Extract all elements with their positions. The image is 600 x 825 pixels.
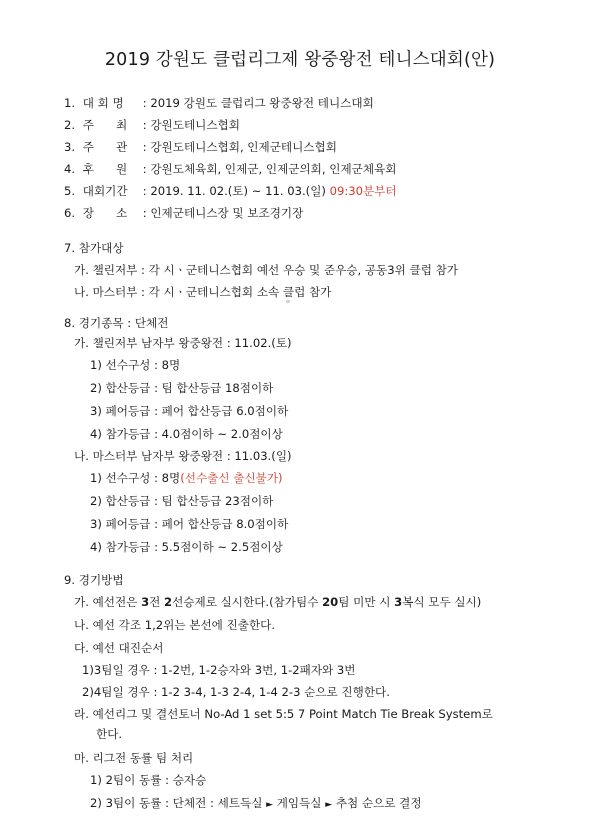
section8-group-title: 나. 마스터부 남자부 왕중왕전 : 11.03.(일) bbox=[74, 449, 292, 463]
section7-heading: 7. 참가대상 bbox=[64, 241, 124, 255]
text-part: 전 bbox=[149, 595, 165, 609]
section8-group-title: 가. 챌린저부 남자부 왕중왕전 : 11.02.(토) bbox=[74, 336, 292, 350]
section7-item: 가. 챌린저부 : 각 시ㆍ군테니스협회 예선 우승 및 준우승, 공동3위 클럽 참가 bbox=[74, 263, 458, 277]
section8-heading: 8. 경기종목 : 단체전 bbox=[64, 316, 169, 330]
bold-part: 20 bbox=[322, 595, 339, 609]
info-num: 3. bbox=[64, 140, 76, 154]
info-value: 2019 강원도 클럽리그 왕중왕전 테니스대회 bbox=[150, 96, 374, 110]
info-label: 주 관 bbox=[82, 140, 128, 154]
section8-item: 2) 합산등급 : 팀 합산등급 18점이하 bbox=[90, 381, 274, 395]
info-value: 강원도테니스협회 bbox=[150, 118, 240, 132]
section9-da-item: 1)3팀일 경우 : 1-2번, 1-2승자와 3번, 1-2패자와 3번 bbox=[82, 663, 356, 677]
section8-item: 4) 참가등급 : 5.5점이하 ~ 2.5점이상 bbox=[90, 540, 283, 554]
info-row-organizer: 3. 주 관 : 강원도테니스협회, 인제군테니스협회 bbox=[64, 140, 337, 154]
section9-ma-item: 1) 2팀이 동률 : 승자승 bbox=[90, 773, 207, 787]
info-row-name: 1. 대 회 명 : 2019 강원도 클럽리그 왕중왕전 테니스대회 bbox=[64, 96, 374, 110]
info-num: 6. bbox=[64, 206, 76, 220]
section8-item bbox=[90, 470, 283, 486]
text-part: 가. 예선전은 bbox=[74, 595, 142, 609]
section9-heading: 9. 경기방법 bbox=[64, 573, 124, 587]
info-row-venue: 6. 장 소 : 인제군테니스장 및 보조경기장 bbox=[64, 206, 304, 220]
info-value: 강원도테니스협회, 인제군테니스협회 bbox=[150, 140, 337, 154]
section9-ma-item bbox=[90, 795, 422, 813]
info-value: 2019. 11. 02.(토) ~ 11. 03.(일) bbox=[150, 184, 330, 198]
info-label: 후 원 bbox=[82, 162, 128, 176]
info-row-host: 2. 주 최 : 강원도테니스협회 bbox=[64, 118, 240, 132]
info-label: 대회기간 bbox=[82, 184, 128, 198]
text-part: 복식 모두 실시) bbox=[402, 595, 482, 609]
text-part: 선승제로 실시한다.(참가팀수 bbox=[172, 595, 323, 609]
info-row-sponsor: 4. 후 원 : 강원도체육회, 인제군, 인제군의회, 인제군체육회 bbox=[64, 162, 397, 176]
section9-ga bbox=[74, 594, 481, 610]
section8-item: 4) 참가등급 : 4.0점이하 ~ 2.0점이상 bbox=[90, 427, 283, 441]
bold-part: 3 bbox=[394, 595, 403, 609]
section9-ma: 마. 리그전 동률 팀 처리 bbox=[74, 751, 194, 765]
info-num: 5. bbox=[64, 184, 76, 198]
bold-part: 3 bbox=[141, 595, 150, 609]
info-row-period: 5. 대회기간 : 2019. 11. 02.(토) ~ 11. 03.(일) 09:30분부터 bbox=[64, 184, 397, 198]
info-label: 주 최 bbox=[82, 118, 128, 132]
arrow-right-icon: ► bbox=[325, 800, 333, 810]
bold-part: 2 bbox=[164, 595, 173, 609]
info-num: 4. bbox=[64, 162, 76, 176]
info-label: 장 소 bbox=[82, 206, 128, 220]
item-text: 1) 선수구성 : 8명 bbox=[90, 471, 181, 485]
section8-item: 3) 페어등급 : 페어 합산등급 8.0점이하 bbox=[90, 517, 289, 531]
section9-na: 나. 예선 각조 1,2위는 본선에 진출한다. bbox=[74, 618, 276, 632]
document-title: 2019 강원도 클럽리그제 왕중왕전 테니스대회(안) bbox=[104, 50, 496, 70]
section9-da: 다. 예선 대진순서 bbox=[74, 641, 164, 655]
scan-speck bbox=[286, 300, 290, 303]
section7-item: 나. 마스터부 : 각 시ㆍ군테니스협회 소속 클럽 참가 bbox=[74, 285, 332, 299]
arrow-right-icon: ► bbox=[266, 800, 274, 810]
text-part: 2) 3팀이 동률 : 단체전 : 세트득실 bbox=[90, 796, 263, 810]
info-num: 1. bbox=[64, 96, 76, 110]
info-label: 대 회 명 bbox=[82, 96, 124, 110]
section9-ra-cont: 한다. bbox=[96, 727, 123, 741]
section8-item: 3) 페어등급 : 페어 합산등급 6.0점이하 bbox=[90, 404, 289, 418]
section9-ra: 라. 예선리그 및 결선토너 No-Ad 1 set 5:5 7 Point Match Tie Break System로 bbox=[74, 707, 493, 721]
info-value: 강원도체육회, 인제군, 인제군의회, 인제군체육회 bbox=[150, 162, 397, 176]
start-time-note: 09:30분부터 bbox=[329, 184, 397, 198]
section8-item: 1) 선수구성 : 8명 bbox=[90, 358, 181, 372]
text-part: 추첨 순으로 결정 bbox=[335, 796, 422, 810]
info-value: 인제군테니스장 및 보조경기장 bbox=[150, 206, 304, 220]
section8-item: 2) 합산등급 : 팀 합산등급 23점이하 bbox=[90, 494, 274, 508]
restriction-note: (선수출신 출신불가) bbox=[180, 471, 283, 485]
text-part: 게임득실 bbox=[276, 796, 322, 810]
section9-da-item: 2)4팀일 경우 : 1-2 3-4, 1-3 2-4, 1-4 2-3 순으로 진행한다. bbox=[82, 685, 390, 699]
info-num: 2. bbox=[64, 118, 76, 132]
text-part: 팀 미만 시 bbox=[338, 595, 395, 609]
